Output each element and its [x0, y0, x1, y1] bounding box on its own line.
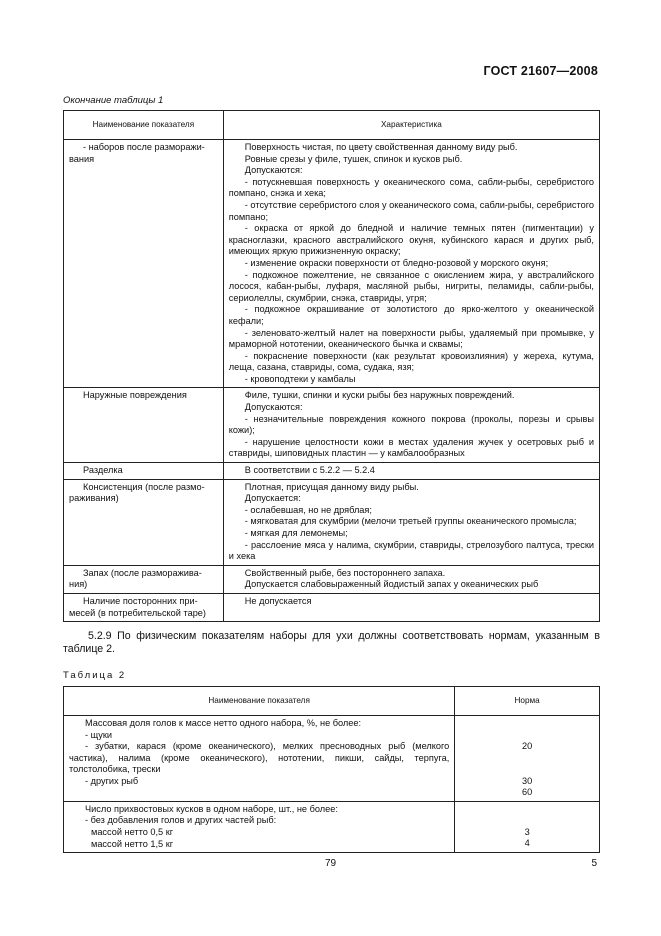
table1-row-characteristic: [223, 593, 599, 621]
table1-characteristic-line: Свойственный рыбе, без постороннего запаха.: [244, 567, 446, 578]
table1-row-characteristic: [223, 565, 599, 593]
table1-characteristic-line: Поверхность чистая, по цвету свойственная данному виду рыб.: [244, 142, 518, 152]
table1-indicator-line: Разделка: [83, 465, 123, 476]
table1-body: [64, 140, 600, 622]
table1-characteristic-line: Плотная, присущая данному виду рыбы.: [244, 481, 419, 492]
table1-characteristic-line: - отсутствие серебристого слоя у океанического сома, сабли-рыбы, серебристого помпано;: [228, 199, 594, 222]
table1-characteristic-line: Не допускается: [244, 595, 312, 606]
table1-characteristic-line: - мягкая для лемонемы;: [244, 528, 348, 538]
document-header-standard: ГОСТ 21607—2008: [483, 64, 598, 78]
table2-col-header-name: Наименование показателя: [64, 687, 455, 716]
table1-row-indicator: [64, 388, 224, 463]
table1-row: [64, 463, 600, 480]
table1-row-indicator: [64, 593, 224, 621]
table1-row: [64, 388, 600, 463]
table1-characteristic-line: - расслоение мяса у налима, скумбрии, ставриды, стрелозубого палтуса, трески и хека: [228, 539, 594, 562]
table2-row-head-share-norms: [455, 716, 600, 802]
table1-row-characteristic: [223, 463, 599, 480]
table1-row-indicator: [64, 140, 224, 388]
table1-characteristic-line: Допускаются:: [244, 165, 303, 176]
table2-row-tail-pieces: [64, 801, 600, 852]
table1-characteristic-line: - зеленовато-желтый налет на поверхности рыбы, удаляемый при промывке, у мраморной нототении, океанического бычка и сквамы;: [228, 327, 594, 350]
table2-line: Число прихвостовых кусков в одном наборе, шт., не более:: [85, 803, 338, 814]
table1-row-characteristic: [223, 140, 599, 388]
table1-characteristic-line: - покраснение поверхности (как результат кровоизлияния) у жереха, кутума, леща, сазана, ставриды, сома, судака, язя;: [228, 350, 594, 373]
table2-norm-value: 3: [524, 826, 530, 837]
table2-caption: Таблица 2: [63, 670, 127, 681]
table1-indicator-line: - наборов после разморажи-: [83, 142, 205, 152]
table2-line: массой нетто 1,5 кг: [91, 838, 174, 849]
table2-line: - зубатки, карася (кроме океанического), мелких пресноводных рыб (мелкого частика), налима (кроме океанического), нототении, пикши, сайды, терпуга, толстолобика, трески: [69, 741, 450, 775]
table1-characteristic-line: - подкожное пожелтение, не связанное с окислением жира, у австралийского лосося, кабан-рыбы, луфаря, масляной рыбы, нигриты, пеламиды, сабли-рыбы, сериолеллы, скумбрии, снэка, ставриды, угря;: [228, 269, 594, 303]
table2-line: - щуки: [85, 729, 113, 740]
table1-characteristic-line: Филе, тушки, спинки и куски рыбы без наружных повреждений.: [244, 390, 515, 401]
table1-characteristic-line: Допускается слабовыраженный йодистый запах у океанических рыб: [244, 579, 539, 590]
table1-indicator-line: Запах (после разморажива-: [83, 567, 202, 578]
table1-row: [64, 140, 600, 388]
table1-col-header-name: Наименование показателя: [64, 111, 224, 140]
table2-header-row: [64, 687, 600, 716]
table1-characteristic-line: - потускневшая поверхность у океанического сома, сабли-рыбы, серебристого помпано, снэка и хека;: [228, 176, 594, 199]
table1-characteristic-line: - ослабевшая, но не дряблая;: [244, 504, 372, 515]
table1-header-row: [64, 111, 600, 140]
page-number-right: 5: [591, 858, 597, 869]
table1-characteristic-line: - изменение окраски поверхности от бледно-розовой у морского окуня;: [244, 257, 549, 268]
table2-line: - других рыб: [85, 775, 139, 786]
table2-row-head-share-name: [64, 716, 455, 802]
paragraph-5-2-9: 5.2.9 По физическим показателям наборы для ухи должны соответствовать нормам, указанным в таблице 2.: [63, 630, 600, 656]
table1-row-indicator: [64, 565, 224, 593]
table1-caption: Окончание таблицы 1: [63, 95, 164, 106]
table1-characteristic-line: - окраска от яркой до бледной и наличие темных пятен (пигментации) у красноглазки, красного австралийского окуня, кубинского карася и других рыб, имеющих яркую прижизненную окраску;: [228, 223, 594, 257]
table2-line: массой нетто 0,5 кг: [91, 826, 174, 837]
table2-line: - без добавления голов и других частей рыб:: [85, 815, 277, 826]
table1-row-characteristic: [223, 479, 599, 565]
table1-row-indicator: [64, 463, 224, 480]
table1-characteristic-line: В соответствии с 5.2.2 — 5.2.4: [244, 465, 375, 476]
table2-row-tail-pieces-name: [64, 801, 455, 852]
table1-indicator-line: ния): [69, 579, 88, 590]
table1-characteristic-line: - подкожное окрашивание от золотистого до ярко-желтого у океанической кефали;: [228, 304, 594, 326]
table2-line: Массовая доля голов к массе нетто одного набора, %, не более:: [85, 718, 362, 728]
table1-characteristic-line: Ровные срезы у филе, тушек, спинок и кусков рыб.: [244, 153, 463, 164]
table1-row: [64, 593, 600, 621]
table1-row: [64, 565, 600, 593]
table1-row-characteristic: [223, 388, 599, 463]
table1-indicator-line: раживания): [69, 493, 119, 504]
table2-row-head-share: [64, 716, 600, 802]
table2-norm-value: 4: [524, 838, 530, 849]
table1-characteristic-line: - кровоподтеки у камбалы: [244, 373, 356, 384]
table1-indicator-line: вания: [69, 153, 95, 164]
table1-col-header-characteristic: Характеристика: [223, 111, 599, 140]
table2-norm-value: 30: [522, 775, 533, 786]
table1-indicator-line: Консистенция (после размо-: [83, 481, 205, 492]
table1-indicator-line: месей (в потребительской таре): [69, 607, 206, 618]
table1-indicator-line: Наружные повреждения: [83, 390, 187, 401]
table2-col-header-norm: Норма: [455, 687, 600, 716]
table2-row-tail-pieces-norms: [455, 801, 600, 852]
table2-norm-value: 20: [522, 741, 533, 751]
table1-row: [64, 479, 600, 565]
table1-characteristic-line: Допускается:: [244, 493, 301, 504]
table1-characteristic-line: Допускаются:: [244, 402, 303, 413]
table1-characteristic-line: - мягковатая для скумбрии (мелочи третьей группы океанического промысла;: [244, 516, 577, 527]
table1-characteristic-line: - незначительные повреждения кожного покрова (проколы, порезы и срывы кожи);: [228, 413, 594, 436]
table-1: [63, 110, 600, 622]
table1-characteristic-line: - нарушение целостности кожи в местах удаления жучек у осетровых рыб и ставриды, шиповидных пластин — у камбалообразных: [228, 436, 594, 459]
table1-indicator-line: Наличие посторонних при-: [83, 595, 198, 606]
page-number-center: 79: [324, 858, 337, 869]
table-2: [63, 686, 600, 853]
table2-norm-value: 60: [522, 787, 533, 798]
table1-row-indicator: [64, 479, 224, 565]
